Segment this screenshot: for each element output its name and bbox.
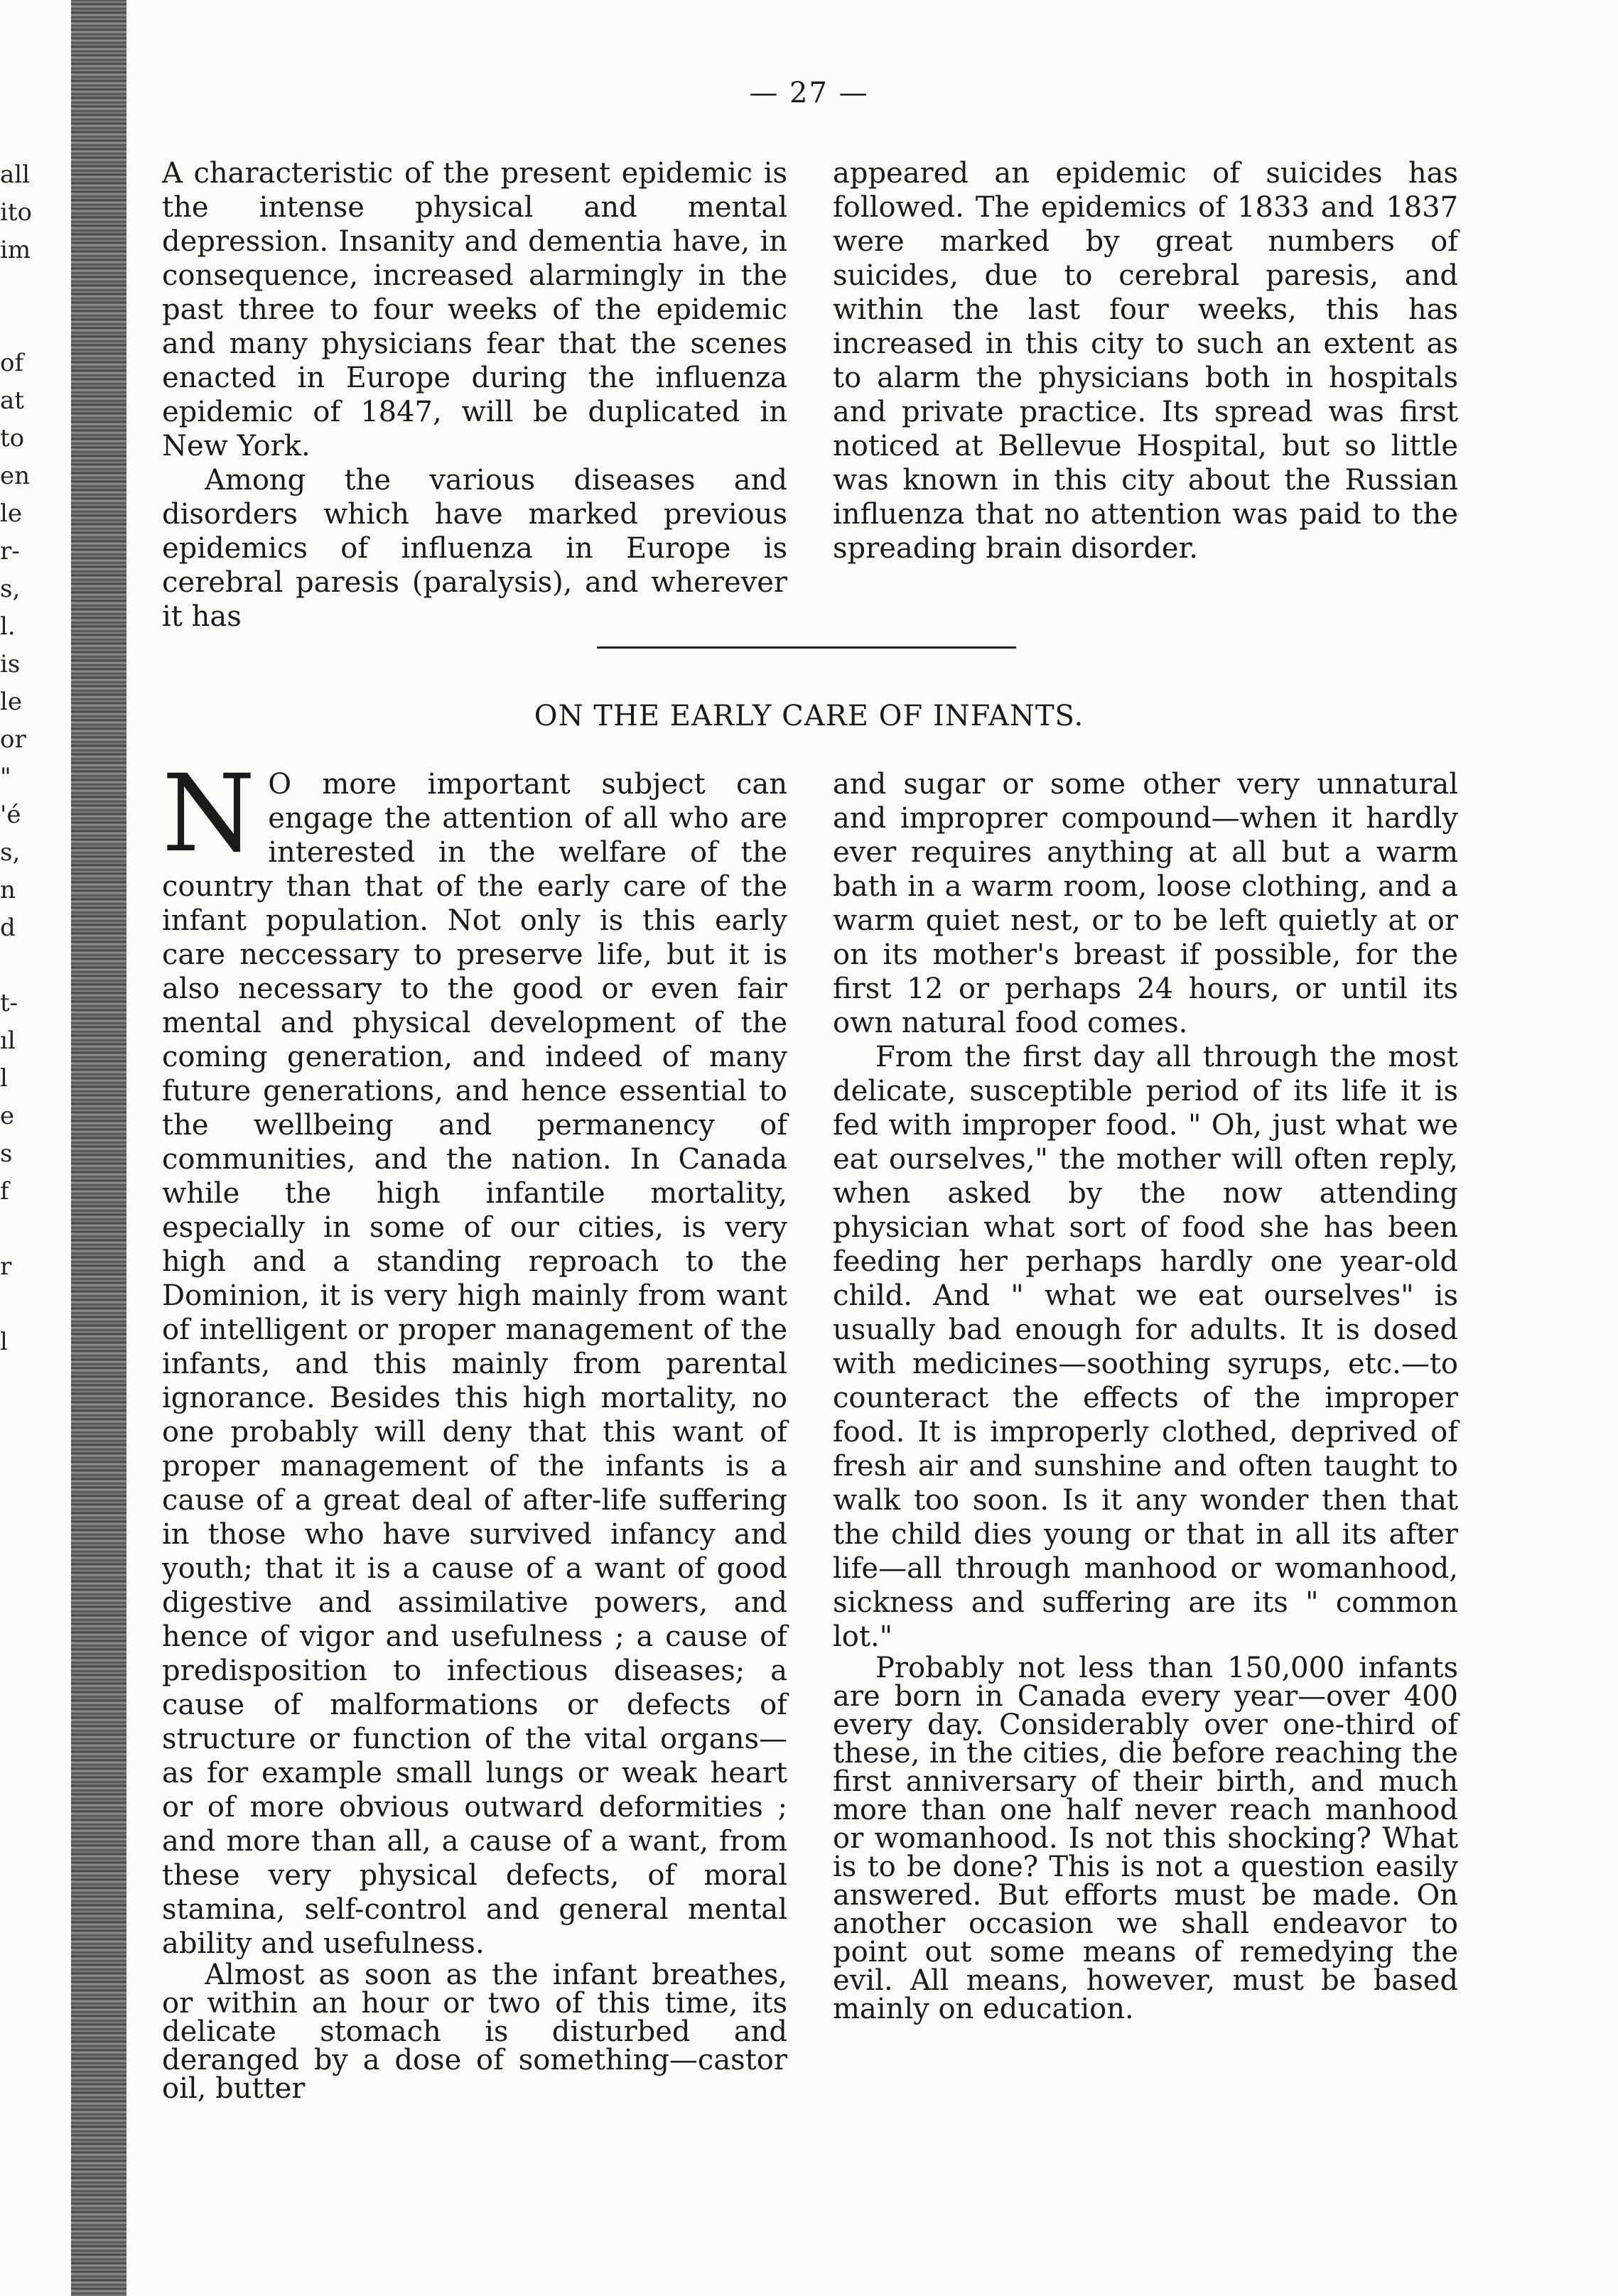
fragment-text: all [0,161,31,189]
fragment-text [0,947,64,985]
paragraph: and sugar or some other very unnatural and improprer compound—when it hardly ever requires anything at all but a warm bath in a warm room, loose clothing, and a warm quiet nest, or to be left quietly at or on its mother's breast if possible, for the first 12 or perhaps 24 hours, or until its own natural food comes. [833,768,1458,1039]
fragment-text: r- [0,537,20,565]
paragraph: Among the various diseases and disorders which have marked previous epidemics of influenza in Europe is cerebral paresis (paralysis), and wherever it has [162,464,787,633]
fragment-text: l [0,1064,8,1093]
binding-shadow [71,0,126,2296]
fragment-text: s [0,1139,13,1168]
fragment-text: n [0,876,16,904]
fragment-text: to [0,424,25,453]
fragment-text [0,1286,64,1323]
fragment-text: is [0,650,21,678]
top-column-left [162,156,787,634]
fragment-text: le [0,499,22,528]
section-divider [597,646,1016,649]
fragment-text: or [0,725,26,754]
paragraph: From the first day all through the most delicate, susceptible period of its life it is fed with improper food. " Oh, just what we eat ourselves," the mother will often reply, when asked by the now attending physician what sort of food she has been feeding her perhaps hardly one year-old child. And " what we eat ourselves" is usually bad enough for adults. It is dosed with medicines—soothing syrups, etc.—to counteract the effects of the improper food. It is improperly clothed, deprived of fresh air and sunshine and often taught to walk too soon. Is it any wonder then that the child dies young or that in all its after life—all through manhood or womanhood, sickness and suffering are its " common lot." [833,1041,1458,1653]
section-title: ON THE EARLY CARE OF INFANTS. [534,700,1084,732]
fragment-text: at [0,386,24,415]
fragment-text [0,1211,64,1248]
fragment-text: s, [0,575,21,603]
fragment-text: im [0,236,31,264]
top-column-right [833,156,1458,565]
fragment-text: en [0,462,31,490]
fragment-text: le [0,688,22,716]
fragment-text: of [0,349,24,377]
fragment-text: 'é [0,801,21,829]
paragraph: Probably not less than 150,000 infants are born in Canada every year—over 400 every day. Considerably over one-third of these, in the cities, die before reaching the first anniversary of their birth, and much more than one half never reach manhood or womanhood. Is not this shocking? What is to be done? This is not a question easily answered. But efforts must be made. On another occasion we shall endeavor to point out some means of remedying the evil. All means, however, must be based mainly on education. [833,1652,1458,2025]
fragment-text: ito [0,198,33,227]
fragment-text: r [0,1252,12,1281]
paragraph: Almost as soon as the infant breathes, or within an hour or two of this time, its delicate stomach is disturbed and deranged by a dose of something—castor oil, butter [162,1959,787,2105]
fragment-text: l. [0,612,16,641]
adjacent-page-fragments [0,156,64,1361]
article-column-left [162,752,787,2105]
fragment-text: e [0,1102,15,1130]
fragment-text: f [0,1177,9,1206]
fragment-text: l [0,1328,8,1356]
paragraph: appeared an epidemic of suicides has followed. The epidemics of 1833 and 1837 were marked by great numbers of suicides, due to cerebral paresis, and within the last four weeks, this has increased in this city to such an extent as to alarm the physicians both in hospitals and private practice. Its spread was first noticed at Bellevue Hospital, but so little was known in this city about the Russian influenza that no attention was paid to the spreading brain disorder. [833,157,1458,565]
fragment-text: s, [0,838,21,867]
page-number: — 27 — [749,77,869,109]
paragraph-text: O more important subject can engage the attention of all who are interested in the welfare of the country than that of the early care of the infant population. Not only is this early care neccessary to preserve life, but it is also necessary to the good or even fair mental and physical development of the coming generation, and indeed of many future generations, and hence essential to the wellbeing and permanency of communities, and the nation. In Canada while the high infantile mortality, especially in some of our cities, is very high and a standing reproach to the Dominion, it is very high mainly from want of intelligent or proper management of the infants, and this mainly from parental ignorance. Besides this high mortality, no one probably will deny that this want of proper management of the infants is a cause of a great deal of after-life suffering in those who have survived infancy and youth; that it is a cause of a want of good digestive and assimilative powers, and hence of vigor and usefulness ; a cause of predisposition to infectious diseases; a cause of malformations or defects of structure or function of the vital organs—as for example small lungs or weak heart or of more obvious outward deformities ; and more than all, a cause of a want, from these very physical defects, of moral stamina, self-control and general mental ability and usefulness. [162,768,787,1960]
fragment-text [0,269,64,307]
fragment-text: " [0,763,11,791]
article-column-right [833,767,1458,2023]
fragment-text [0,307,64,345]
paragraph [162,752,787,1961]
paragraph: A characteristic of the present epidemic is the intense physical and mental depression. Insanity and dementia have, in consequence, increased alarmingly in the past three to four weeks of the epidemic and many physicians fear that the scenes enacted in Europe during the influenza epidemic of 1847, will be duplicated in New York. [162,157,787,462]
drop-cap: N [162,752,256,876]
fragment-text: d [0,914,16,942]
fragment-text: t- [0,989,18,1017]
fragment-text: ıl [0,1027,16,1055]
